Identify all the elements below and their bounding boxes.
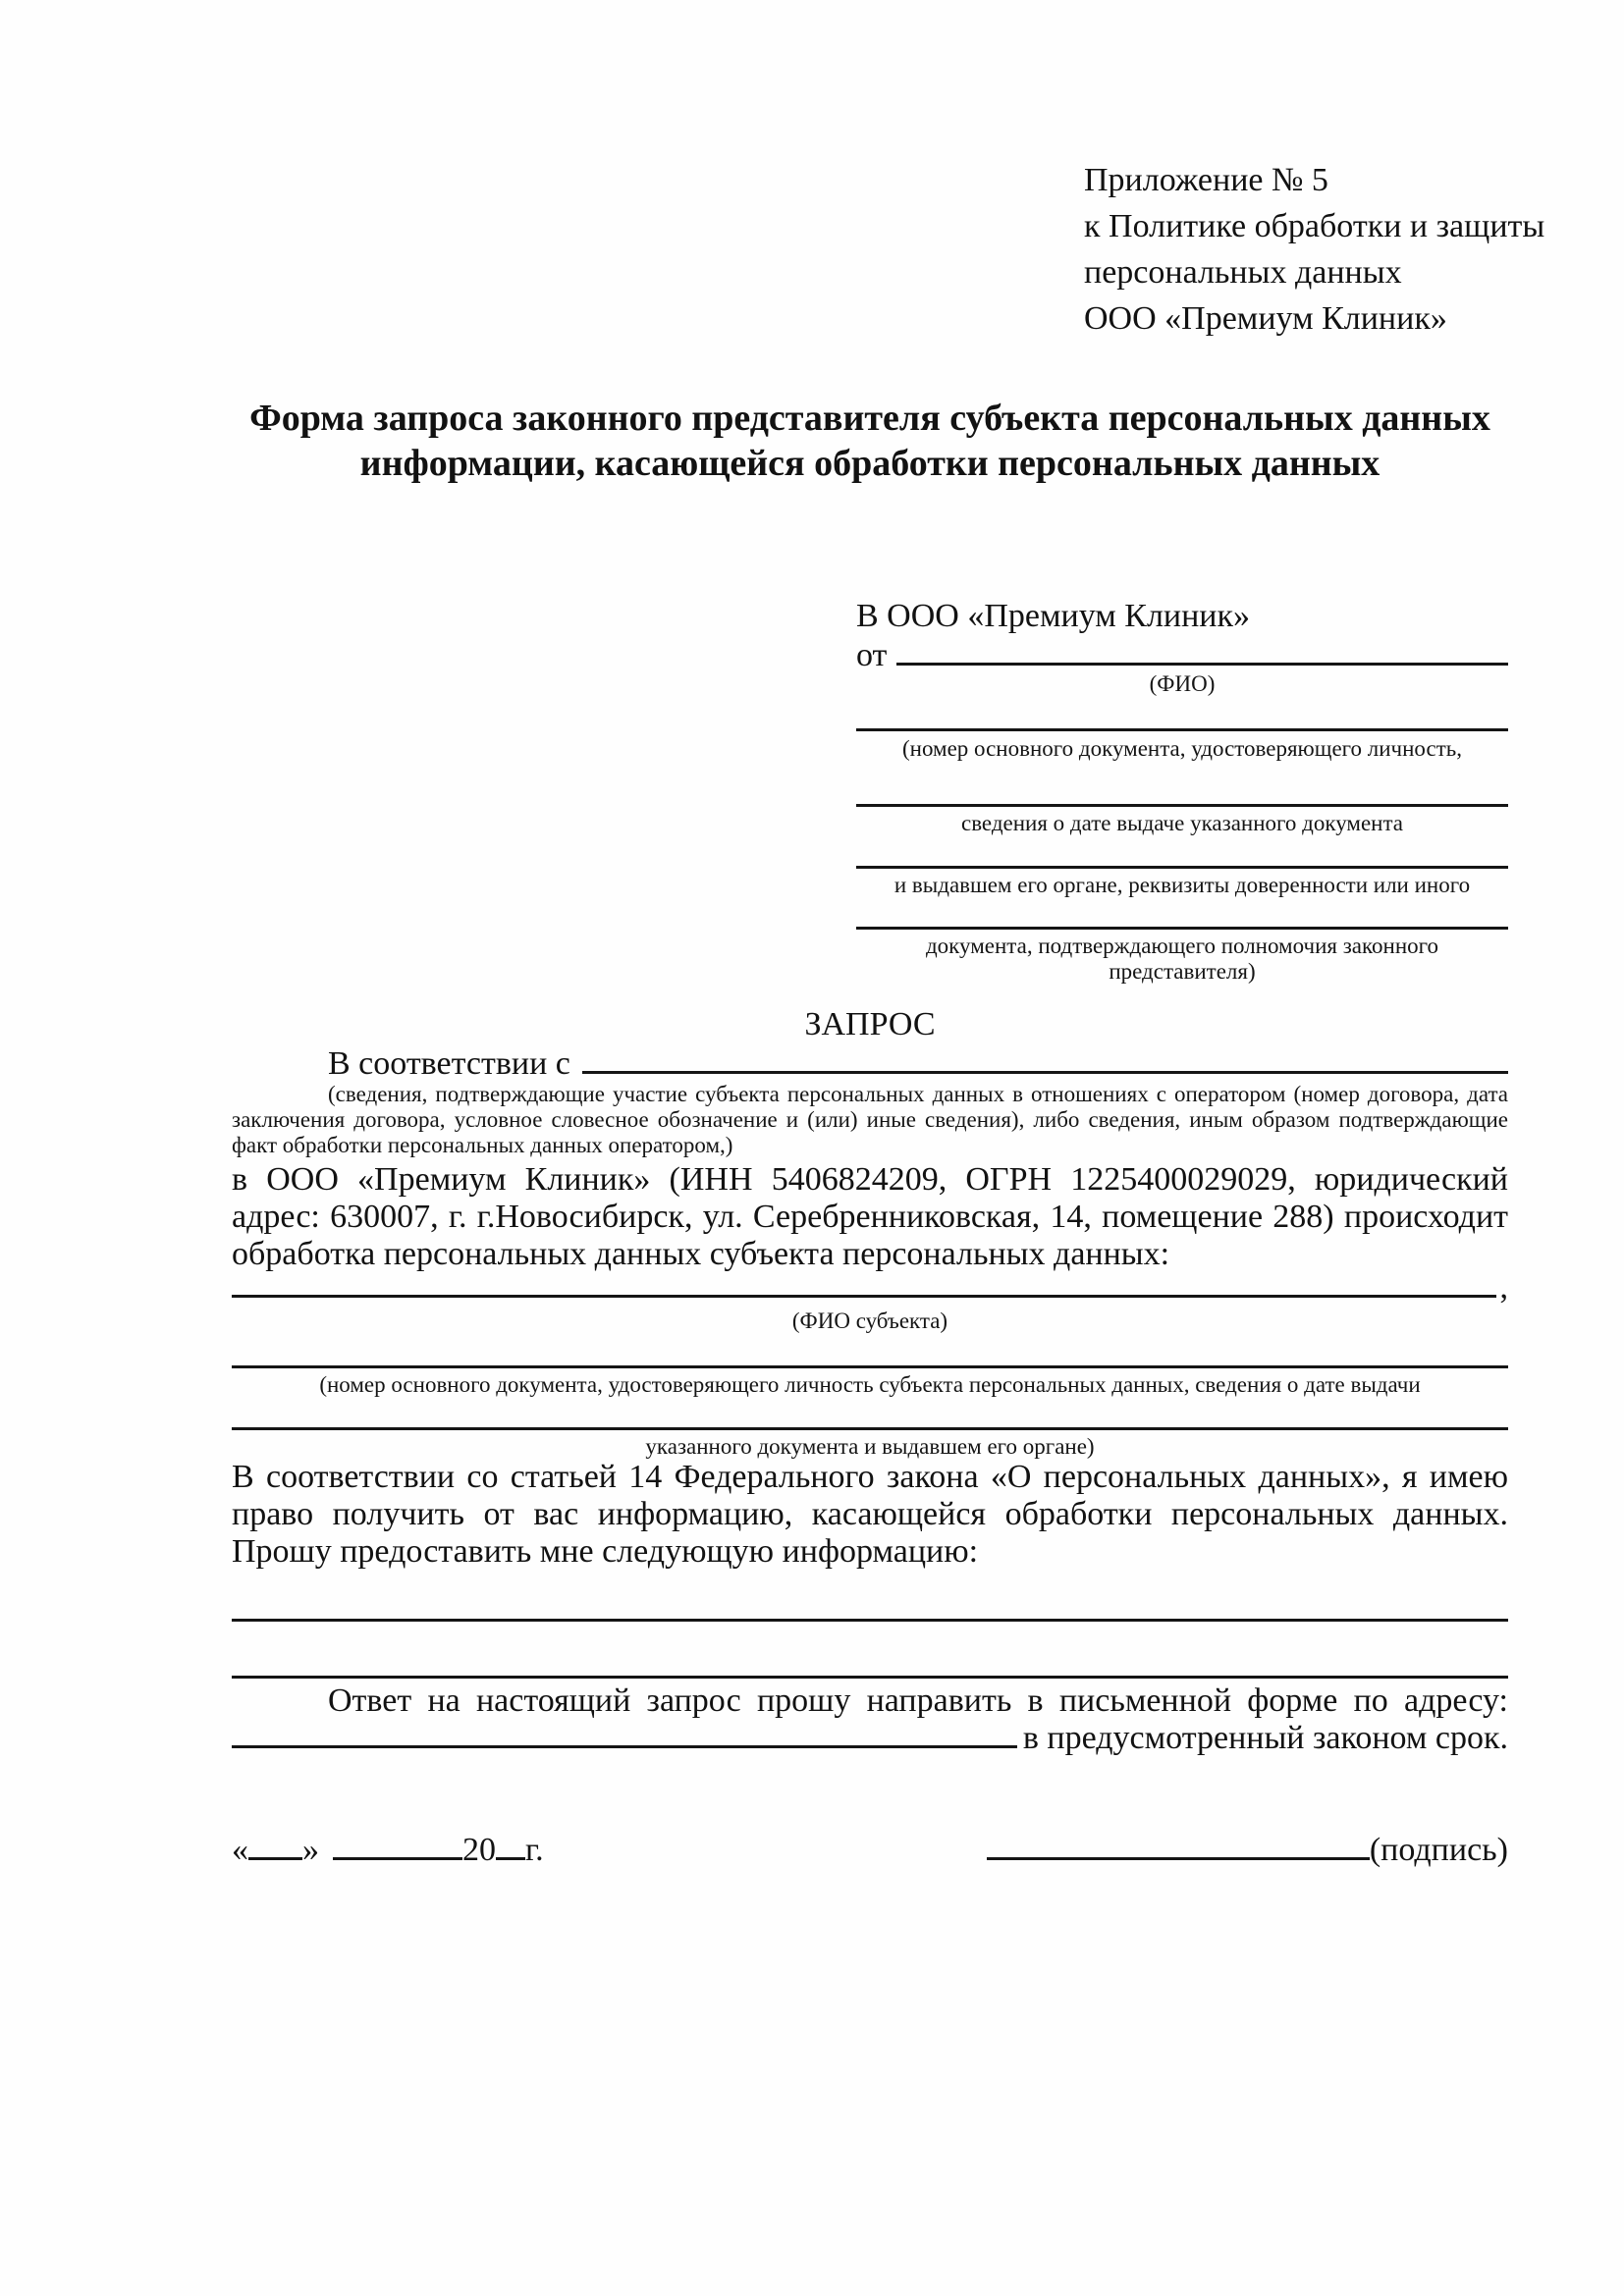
intro-label: В соответствии с xyxy=(328,1045,570,1082)
representative-doc-field-line xyxy=(856,900,1508,930)
subject-fio-row xyxy=(232,1268,1508,1308)
subject-doc-field-line xyxy=(232,1401,1508,1430)
representative-doc-caption: документа, подтверждающего полномочия законного представителя) xyxy=(925,934,1438,984)
signature-caption: (подпись) xyxy=(1369,1832,1508,1868)
addressee-to: В ООО «Премиум Клиник» xyxy=(856,598,1251,634)
signature-field-line xyxy=(987,1857,1370,1860)
subject-fio-comma: , xyxy=(1499,1269,1508,1306)
from-label: от xyxy=(856,637,888,673)
representative-doc-caption: (номер основного документа, удостоверяющего личность, xyxy=(901,736,1462,761)
date-year-suffix: г. xyxy=(525,1832,544,1868)
requested-info-field-line xyxy=(232,1592,1508,1622)
annex-line: Приложение № 5 xyxy=(1084,162,1328,198)
intro-row xyxy=(232,1044,1508,1084)
reply-address-field-line xyxy=(232,1745,1017,1748)
representative-doc-caption: и выдавшем его органе, реквизиты доверенности или иного xyxy=(893,873,1471,897)
representative-doc-field-line xyxy=(856,777,1508,807)
date-month-field-line xyxy=(333,1857,462,1860)
date-year-field-line xyxy=(496,1857,525,1860)
date-signature-row xyxy=(232,1832,1508,1869)
date-day-field-line xyxy=(248,1857,302,1860)
from-fio-field-line xyxy=(896,663,1508,666)
annex-line: персональных данных xyxy=(1084,254,1402,291)
law-paragraph: В соответствии со статьей 14 Федерального закона «О персональных данных», я имею право получить от вас информацию, касающейся обработки персональных данных. Прошу предоставить мне следующую информацию: xyxy=(232,1459,1508,1570)
annex-line: к Политике обработки и защиты xyxy=(1084,208,1545,244)
subject-doc-field-line xyxy=(232,1339,1508,1368)
subject-doc-caption: (номер основного документа, удостоверяющего личность субъекта персональных данных, сведения о дате выдачи xyxy=(319,1372,1421,1397)
reply-address-row xyxy=(232,1720,1508,1757)
representative-doc-caption: сведения о дате выдаче указанного документа xyxy=(960,811,1404,835)
subject-doc-caption: указанного документа и выдавшем его органе) xyxy=(645,1434,1095,1459)
subject-fio-field-line xyxy=(232,1295,1496,1298)
requested-info-field-line xyxy=(232,1649,1508,1679)
reply-paragraph: Ответ на настоящий запрос прошу направить в письменной форме по адресу: xyxy=(328,1682,1508,1719)
date-quote-close: » xyxy=(302,1832,319,1868)
date-quote-open: « xyxy=(232,1832,248,1868)
intro-caption: (сведения, подтверждающие участие субъекта персональных данных в отношениях с оператором (номер договора, дата заключения договора, условное словесное обозначение и (или) иные сведения), либо сведения, иным образом подтверждающие факт обработки персональных данных оператором,) xyxy=(232,1082,1508,1157)
fio-caption: (ФИО) xyxy=(1149,671,1216,696)
document-title-line: информации, касающейся обработки персональных данных xyxy=(359,443,1380,484)
addressee-from-row xyxy=(856,636,1508,675)
date-group xyxy=(232,1832,544,1869)
document-title-line: Форма запроса законного представителя субъекта персональных данных xyxy=(249,398,1490,439)
signature-group xyxy=(987,1832,1508,1869)
intro-field-line xyxy=(582,1071,1508,1074)
date-year-prefix: 20 xyxy=(462,1832,496,1868)
operator-paragraph: в ООО «Премиум Клиник» (ИНН 5406824209, ОГРН 1225400029029, юридический адрес: 630007, г. г.Новосибирск, ул. Серебренниковская, 14, помещение 288) происходит обработка персональных данных субъекта персональных данных: xyxy=(232,1161,1508,1272)
representative-doc-field-line xyxy=(856,839,1508,869)
reply-tail: в предусмотренный законом срок. xyxy=(1022,1720,1508,1756)
subject-fio-caption: (ФИО субъекта) xyxy=(791,1308,948,1333)
annex-reference-block xyxy=(1084,157,1544,342)
document-title xyxy=(232,396,1508,486)
annex-line: ООО «Премиум Клиник» xyxy=(1084,300,1447,337)
representative-doc-field-line xyxy=(856,702,1508,731)
request-heading: ЗАПРОС xyxy=(804,1006,936,1042)
